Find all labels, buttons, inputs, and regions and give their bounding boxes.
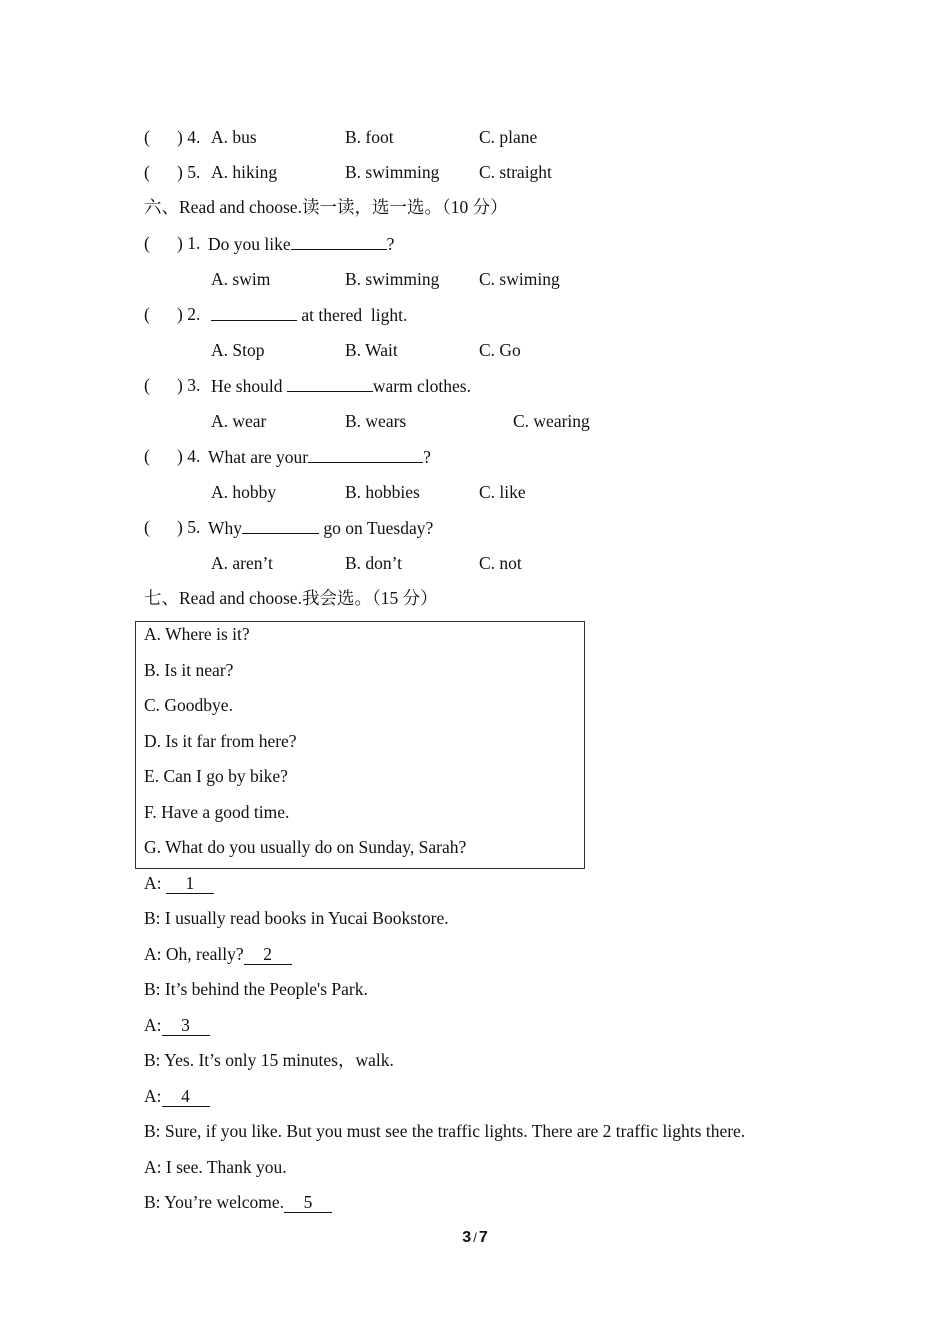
- answer-blank[interactable]: [308, 445, 423, 463]
- option-a: A. swim: [211, 269, 271, 289]
- answer-blank[interactable]: [287, 374, 373, 392]
- page-separator: /: [473, 1230, 477, 1245]
- speaker-text: A: Oh, really?: [144, 944, 244, 964]
- question-suffix: ?: [423, 447, 431, 467]
- dialogue-blank[interactable]: 2: [244, 945, 292, 965]
- answer-blank[interactable]: [291, 232, 387, 250]
- option-item: C. Goodbye.: [144, 695, 233, 715]
- paren-open: (: [144, 375, 150, 395]
- option-b: B. hobbies: [345, 482, 420, 502]
- answer-blank[interactable]: [211, 303, 297, 321]
- paren-open: (: [144, 517, 150, 537]
- question-prefix: He should: [211, 376, 283, 396]
- question-prefix: Why: [208, 518, 243, 538]
- dialogue-line: [144, 872, 214, 894]
- question-number: ) 4.: [177, 446, 201, 466]
- option-c: C. straight: [479, 162, 552, 182]
- paren-open: (: [144, 446, 150, 466]
- dialogue-line: B: It’s behind the People's Park.: [144, 979, 368, 999]
- question-number: ) 1.: [177, 233, 201, 253]
- paren-open: (: [144, 304, 150, 324]
- option-item: D. Is it far from here?: [144, 731, 297, 751]
- dialogue-blank[interactable]: 3: [162, 1016, 210, 1036]
- dialogue-blank[interactable]: 4: [162, 1087, 210, 1107]
- dialogue-line: A: I see. Thank you.: [144, 1157, 287, 1177]
- question-text: [208, 516, 433, 539]
- speaker-text: A:: [144, 1086, 162, 1106]
- option-c: C. like: [479, 482, 526, 502]
- question-text: [211, 374, 471, 397]
- option-b: B. Wait: [345, 340, 398, 360]
- paren-open: (: [144, 127, 150, 147]
- question-suffix: go on Tuesday?: [323, 518, 434, 538]
- question-prefix: Do you like: [208, 234, 291, 254]
- question-number: ) 2.: [177, 304, 201, 324]
- dialogue-line: B: Sure, if you like. But you must see the traffic lights. There are 2 traffic lights there.: [144, 1121, 746, 1141]
- question-number: ) 5.: [177, 517, 201, 537]
- dialogue-line: [144, 1191, 332, 1213]
- option-item: A. Where is it?: [144, 624, 250, 644]
- option-a: A. aren’t: [211, 553, 273, 573]
- section-7-title: 七、Read and choose.我会选。（15 分）: [144, 588, 438, 608]
- paren-open: (: [144, 162, 150, 182]
- section-6-title: 六、Read and choose.读一读，选一选。（10 分）: [144, 197, 508, 217]
- option-a: A. Stop: [211, 340, 265, 360]
- option-a: A. hiking: [211, 162, 278, 182]
- question-number: ) 5.: [177, 162, 201, 182]
- question-text: [208, 232, 394, 255]
- question-suffix: warm clothes.: [372, 376, 471, 396]
- dialogue-line: [144, 1085, 210, 1107]
- option-c: C. wearing: [513, 411, 590, 431]
- dialogue-blank[interactable]: 1: [166, 874, 214, 894]
- page-current: 3: [462, 1229, 472, 1246]
- question-prefix: What are your: [208, 447, 309, 467]
- option-item: F. Have a good time.: [144, 802, 290, 822]
- option-c: C. swiming: [479, 269, 560, 289]
- option-b: B. swimming: [345, 162, 440, 182]
- dialogue-line: B: Yes. It’s only 15 minutes，walk.: [144, 1050, 394, 1070]
- speaker-text: A:: [144, 873, 166, 893]
- speaker-text: A:: [144, 1015, 162, 1035]
- question-number: ) 3.: [177, 375, 201, 395]
- option-a: A. wear: [211, 411, 267, 431]
- speaker-text: B: You’re welcome.: [144, 1192, 284, 1212]
- answer-blank[interactable]: [242, 516, 319, 534]
- option-a: A. hobby: [211, 482, 277, 502]
- question-text: [211, 303, 407, 326]
- option-c: C. plane: [479, 127, 538, 147]
- question-text: [208, 445, 431, 468]
- option-b: B. swimming: [345, 269, 440, 289]
- page-number: [0, 1229, 950, 1247]
- option-a: A. bus: [211, 127, 257, 147]
- option-c: C. Go: [479, 340, 521, 360]
- question-suffix: at thered light.: [301, 305, 408, 325]
- option-item: E. Can I go by bike?: [144, 766, 288, 786]
- option-item: G. What do you usually do on Sunday, Sarah?: [144, 837, 467, 857]
- question-suffix: ?: [386, 234, 395, 254]
- page-total: 7: [478, 1229, 488, 1246]
- dialogue-line: B: I usually read books in Yucai Bookstore.: [144, 908, 449, 928]
- option-c: C. not: [479, 553, 522, 573]
- dialogue-blank[interactable]: 5: [284, 1193, 332, 1213]
- dialogue-line: [144, 943, 292, 965]
- option-b: B. foot: [345, 127, 394, 147]
- option-b: B. wears: [345, 411, 407, 431]
- question-number: ) 4.: [177, 127, 201, 147]
- option-b: B. don’t: [345, 553, 403, 573]
- paren-open: (: [144, 233, 150, 253]
- option-item: B. Is it near?: [144, 660, 234, 680]
- dialogue-line: [144, 1014, 210, 1036]
